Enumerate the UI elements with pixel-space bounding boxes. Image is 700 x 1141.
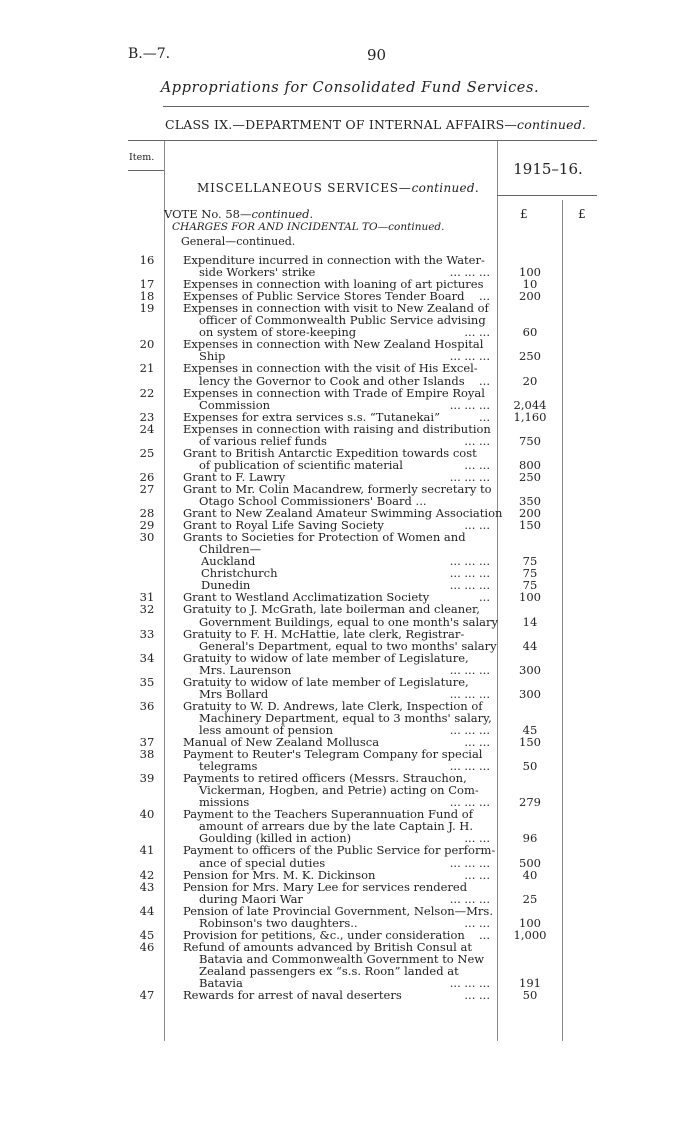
- item-amount: 279: [519, 795, 541, 810]
- item-text: Refund of amounts advanced by British Consul at: [183, 939, 472, 954]
- amount-inner-rule: [562, 200, 563, 1041]
- item-text: Mrs Bollard: [199, 686, 269, 701]
- item-text: Vickerman, Hogben, and Petrie) acting on Com-: [199, 783, 479, 798]
- item-amount: 100: [519, 590, 541, 605]
- item-amount: 10: [522, 277, 538, 292]
- item-text: of publication of scientific material: [199, 457, 403, 472]
- leader-dots: ... ... ...: [449, 469, 490, 484]
- leader-dots: ... ... ...: [449, 722, 490, 737]
- item-text: Gratuity to J. McGrath, late boilerman and cleaner,: [183, 602, 480, 617]
- item-amount: 75: [522, 566, 538, 581]
- item-number: 24: [139, 421, 155, 436]
- item-number: 18: [139, 289, 155, 304]
- item-text: Payment to Reuter's Telegram Company for special: [183, 747, 483, 762]
- table-top-rule: [128, 140, 597, 141]
- leader-dots: ... ... ...: [449, 662, 490, 677]
- item-text: Pension for Mrs. M. K. Dickinson: [183, 867, 376, 882]
- item-number: 28: [139, 506, 155, 521]
- item-number: 36: [139, 698, 155, 713]
- item-number: 33: [139, 626, 155, 641]
- item-number: 35: [139, 674, 155, 689]
- item-amount: 96: [522, 831, 538, 846]
- leader-dots: ... ...: [464, 735, 490, 749]
- item-text: Grant to Royal Life Saving Society: [183, 518, 384, 533]
- item-number: 44: [139, 903, 155, 918]
- section-heading: MISCELLANEOUS SERVICES—continued.: [197, 181, 479, 195]
- class-heading: CLASS IX.—DEPARTMENT OF INTERNAL AFFAIRS—continued.: [165, 117, 587, 132]
- item-amount: 750: [519, 433, 541, 448]
- item-text: lency the Governor to Cook and other Islands: [199, 373, 465, 388]
- item-text: Auckland: [201, 554, 256, 569]
- item-amount: 25: [522, 891, 538, 906]
- leader-dots: ... ...: [464, 867, 490, 882]
- item-amount: 75: [522, 578, 538, 593]
- item-text: Gratuity to W. D. Andrews, late Clerk, Inspection of: [183, 698, 483, 713]
- item-amount: 191: [519, 976, 541, 990]
- item-amount: 350: [519, 494, 541, 508]
- leader-dots: ...: [479, 373, 490, 388]
- item-amount: 100: [519, 265, 541, 280]
- item-text: Grant to F. Lawry: [183, 469, 286, 484]
- item-text: Expenses in connection with loaning of art pictures: [183, 277, 484, 292]
- leader-dots: ... ...: [464, 988, 490, 1003]
- item-number: 34: [139, 650, 155, 665]
- item-number: 45: [139, 927, 155, 942]
- item-amount: 14: [522, 614, 538, 629]
- item-amount: 500: [519, 855, 541, 870]
- item-text: Rewards for arrest of naval deserters: [183, 988, 402, 1003]
- item-amount: 250: [519, 469, 541, 484]
- item-amount: 300: [519, 686, 541, 701]
- item-text: missions: [199, 795, 250, 810]
- item-amount: 40: [522, 867, 538, 882]
- item-amount: 20: [522, 373, 538, 388]
- item-number: 38: [139, 747, 155, 762]
- item-text: Expenses in connection with the visit of His Excel-: [183, 361, 478, 376]
- item-text: Grant to British Antarctic Expedition towards cost: [183, 445, 477, 460]
- item-number: 17: [139, 277, 155, 292]
- item-amount: 2,044: [513, 397, 547, 412]
- item-text: Grant to Westland Acclimatization Society: [183, 590, 430, 605]
- item-text: General's Department, equal to two months' salary: [199, 638, 497, 653]
- item-text: Gratuity to widow of late member of Legislature,: [183, 650, 469, 665]
- page-title: Appropriations for Consolidated Fund Services.: [160, 80, 540, 96]
- leader-dots: ... ... ...: [449, 349, 490, 364]
- item-amount: 800: [519, 457, 541, 472]
- item-number: 25: [139, 445, 155, 460]
- leader-dots: ... ... ...: [449, 891, 490, 906]
- item-text: Payment to officers of the Public Service for perform-: [183, 843, 496, 858]
- item-text: officer of Commonwealth Public Service advising: [199, 313, 486, 328]
- item-number: 32: [139, 602, 155, 617]
- item-text: side Workers' strike: [199, 265, 316, 280]
- item-number: 21: [139, 361, 155, 376]
- item-text: Expenses in connection with raising and distribution: [183, 421, 491, 436]
- item-amount: 60: [522, 325, 538, 340]
- item-number: 39: [139, 771, 155, 786]
- item-amount: 1,160: [513, 409, 547, 424]
- item-number: 47: [139, 988, 155, 1003]
- item-text: of various relief funds: [199, 433, 327, 448]
- item-amount: 300: [519, 662, 541, 677]
- item-text: telegrams: [199, 759, 258, 774]
- leader-dots: ...: [479, 409, 490, 424]
- item-text: Payment to the Teachers Superannuation Fund of: [183, 807, 473, 822]
- item-number: 30: [139, 530, 155, 545]
- leader-dots: ... ... ...: [449, 855, 490, 870]
- item-text: Expenditure incurred in connection with the Water-: [183, 253, 485, 267]
- leader-dots: ... ... ...: [449, 759, 490, 774]
- item-text: Provision for petitions, &c., under consideration: [183, 927, 465, 942]
- item-number: 31: [139, 590, 155, 605]
- item-text: Expenses in connection with New Zealand Hospital: [183, 337, 484, 352]
- item-text: Gratuity to F. H. McHattie, late clerk, Registrar-: [183, 626, 465, 641]
- item-text: Government Buildings, equal to one month's salary: [199, 614, 498, 629]
- leader-dots: ... ...: [464, 915, 490, 930]
- item-text: less amount of pension: [199, 722, 334, 737]
- leader-dots: ... ...: [464, 831, 490, 846]
- item-text: Mrs. Laurenson: [199, 662, 292, 677]
- leader-dots: ... ...: [464, 457, 490, 472]
- leader-dots: ... ... ...: [449, 265, 490, 280]
- page-reference: B.—7.: [128, 46, 171, 62]
- item-column-rule: [164, 141, 165, 1041]
- item-text: Payments to retired officers (Messrs. Strauchon,: [183, 771, 467, 786]
- item-number: 22: [139, 385, 155, 400]
- item-amount: 45: [522, 722, 538, 737]
- item-number: 43: [139, 879, 155, 894]
- item-text: Manual of New Zealand Mollusca: [183, 735, 380, 749]
- item-text: Christchurch: [201, 566, 278, 581]
- item-amount: 250: [519, 349, 541, 364]
- leader-dots: ... ... ...: [449, 795, 490, 810]
- item-number: 23: [139, 409, 155, 424]
- item-number: 42: [139, 867, 155, 882]
- item-text: Batavia: [199, 976, 243, 990]
- year-column-header: 1915–16.: [513, 160, 583, 178]
- item-text: Goulding (killed in action): [199, 831, 352, 846]
- pound-sign-column-1: £: [520, 207, 528, 221]
- item-text: during Maori War: [199, 891, 303, 906]
- charges-subheading: CHARGES FOR AND INCIDENTAL TO—continued.: [172, 221, 445, 233]
- leader-dots: ...: [479, 289, 490, 304]
- item-text: Expenses for extra services s.s. “Tutanekai”: [183, 409, 440, 424]
- page-number: 90: [367, 46, 387, 64]
- item-text: Expenses in connection with visit to New Zealand of: [183, 301, 489, 316]
- item-number: 26: [139, 469, 155, 484]
- item-text: Zealand passengers ex “s.s. Roon” landed at: [199, 963, 459, 978]
- item-text: Expenses in connection with Trade of Empire Royal: [183, 385, 485, 400]
- item-text: Grant to New Zealand Amateur Swimming Association: [183, 506, 503, 521]
- title-rule: [163, 106, 589, 107]
- item-text: Children—: [199, 542, 262, 557]
- item-amount: 50: [522, 759, 538, 774]
- leader-dots: ...: [479, 590, 490, 605]
- item-description: [183, 989, 490, 1001]
- item-number: 20: [139, 337, 155, 352]
- item-amount: 75: [522, 554, 538, 569]
- item-text: Batavia and Commonwealth Government to New: [199, 951, 485, 966]
- year-header-rule: [497, 195, 597, 196]
- item-text: Grants to Societies for Protection of Women and: [183, 530, 466, 545]
- item-column-header: Item.: [129, 152, 155, 163]
- general-subheading: General—continued.: [181, 235, 296, 248]
- item-amount: 1,000: [513, 927, 547, 942]
- item-text: Grant to Mr. Colin Macandrew, formerly secretary to: [183, 481, 492, 496]
- item-number: 40: [139, 807, 155, 822]
- item-amount: 200: [519, 289, 541, 304]
- item-number: 46: [139, 939, 155, 954]
- item-text: on system of store-keeping: [199, 325, 357, 340]
- leader-dots: ... ...: [464, 325, 490, 340]
- item-amount: 150: [519, 518, 541, 533]
- item-number: 29: [139, 518, 155, 533]
- item-number: 19: [139, 301, 155, 316]
- item-amount: 44: [522, 638, 538, 653]
- item-amount: 150: [519, 735, 541, 749]
- item-text: Commission: [199, 397, 271, 412]
- item-text: Otago School Commissioners' Board ...: [199, 494, 427, 508]
- item-text: Expenses of Public Service Stores Tender Board: [183, 289, 465, 304]
- vote-heading: VOTE No. 58—continued.: [164, 207, 314, 221]
- item-amount: 50: [522, 988, 538, 1003]
- item-number: 37: [139, 735, 155, 749]
- item-text: Pension for Mrs. Mary Lee for services rendered: [183, 879, 468, 894]
- item-text: Pension of late Provincial Government, Nelson—Mrs.: [183, 903, 493, 918]
- leader-dots: ... ... ...: [449, 554, 490, 569]
- item-number: 27: [139, 481, 155, 496]
- leader-dots: ... ... ...: [449, 397, 490, 412]
- item-amount: 200: [519, 506, 541, 521]
- item-number: 41: [139, 843, 155, 858]
- item-description: [183, 338, 490, 350]
- item-text: Ship: [199, 349, 226, 364]
- item-text: Gratuity to widow of late member of Legislature,: [183, 674, 469, 689]
- item-number: 16: [139, 253, 155, 267]
- item-header-rule: [128, 170, 164, 171]
- leader-dots: ... ... ...: [449, 578, 490, 593]
- item-text: Machinery Department, equal to 3 months' salary,: [199, 710, 492, 725]
- leader-dots: ... ... ...: [449, 686, 490, 701]
- leader-dots: ... ...: [464, 433, 490, 448]
- pound-sign-column-2: £: [578, 207, 586, 221]
- item-text: Robinson's two daughters..: [199, 915, 358, 930]
- item-text: amount of arrears due by the late Captain J. H.: [199, 819, 473, 834]
- leader-dots: ...: [479, 927, 490, 942]
- item-text: Dunedin: [201, 578, 251, 593]
- leader-dots: ... ... ...: [449, 566, 490, 581]
- leader-dots: ... ... ...: [449, 976, 490, 990]
- leader-dots: ... ...: [464, 518, 490, 533]
- item-text: ance of special duties: [199, 855, 326, 870]
- item-amount: 100: [519, 915, 541, 930]
